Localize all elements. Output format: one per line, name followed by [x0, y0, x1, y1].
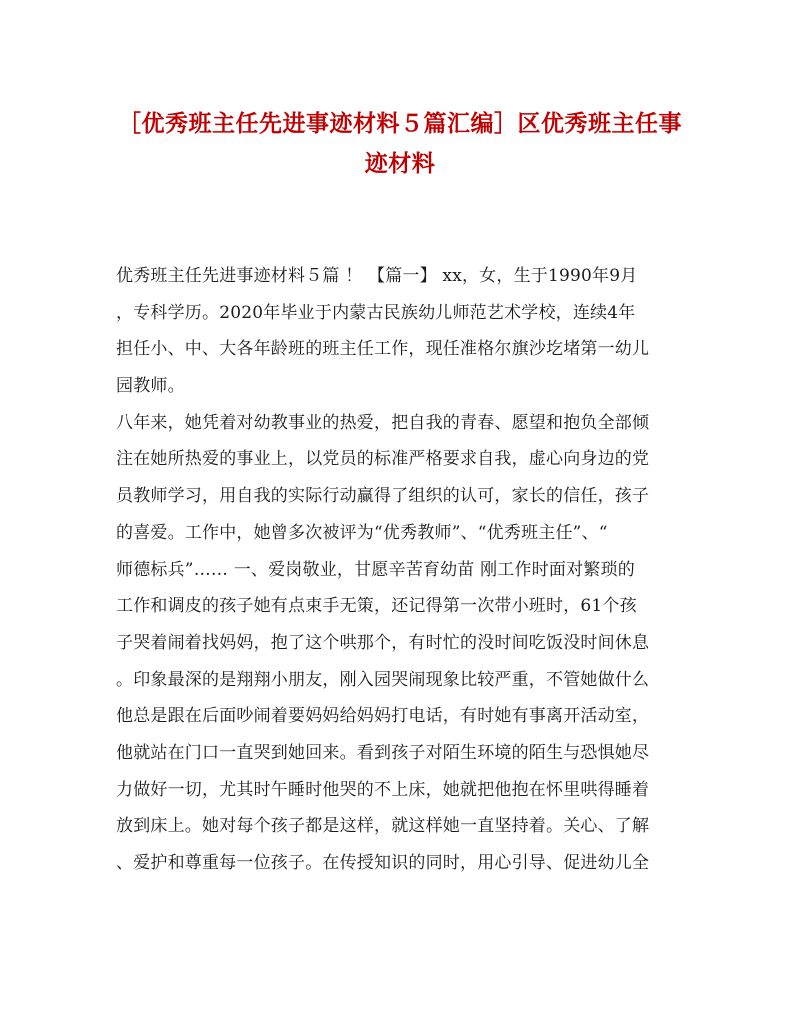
body-line: ，专科学历。2020年毕业于内蒙古民族幼儿师范艺术学校，连续4年 [116, 302, 636, 323]
body-line: 力做好一切，尤其时午睡时他哭的不上床，她就把他抱在怀里哄得睡着 [116, 779, 650, 800]
body-line: 、爱护和尊重每一位孩子。在传授知识的同时，用心引导、促进幼儿全 [116, 853, 650, 873]
body-line: 担任小、中、大各年龄班的班主任工作，现任准格尔旗沙圪堵第一幼儿 [116, 339, 650, 360]
body-line: 他就站在门口一直哭到她回来。看到孩子对陌生环境的陌生与恐惧她尽 [116, 742, 650, 763]
title-line-1: ［优秀班主任先进事迹材料５篇汇编］区优秀班主任事 [118, 110, 682, 137]
document-body [116, 258, 696, 882]
title-line-2: 迹材料 [364, 150, 436, 177]
body-line: 师德标兵”…… 一、爱岗敬业，甘愿辛苦育幼苗 刚工作时面对繁琐的 [116, 559, 635, 580]
document-title [100, 104, 700, 184]
body-line: 员教师学习，用自我的实际行动赢得了组织的认可，家长的信任，孩子 [116, 486, 650, 507]
body-line: 注在她所热爱的事业上，以党员的标准严格要求自我，虚心向身边的党 [116, 449, 650, 470]
body-line: 放到床上。她对每个孩子都是这样，就这样她一直坚持着。关心、了解 [116, 816, 650, 837]
body-line: 优秀班主任先进事迹材料５篇 ！ 【篇一】 xx，女，生于1990年9月 [116, 266, 638, 286]
body-line: 。印象最深的是翔翔小朋友，刚入园哭闹现象比较严重，不管她做什么 [116, 669, 650, 690]
body-line: 子哭着闹着找妈妈，抱了这个哄那个，有时忙的没时间吃饭没时间休息 [116, 632, 650, 653]
body-line: 八年来，她凭着对幼教事业的热爱，把自我的青春、愿望和抱负全部倾 [116, 412, 650, 433]
body-line: 的喜爱。工作中，她曾多次被评为“优秀教师”、“优秀班主任”、“ [116, 522, 608, 543]
body-line: 他总是跟在后面吵闹着要妈妈给妈妈打电话，有时她有事离开活动室， [116, 706, 650, 727]
body-line: 园教师。 [116, 376, 185, 397]
body-line: 工作和调皮的孩子她有点束手无策，还记得第一次带小班时，61个孩 [116, 596, 637, 617]
